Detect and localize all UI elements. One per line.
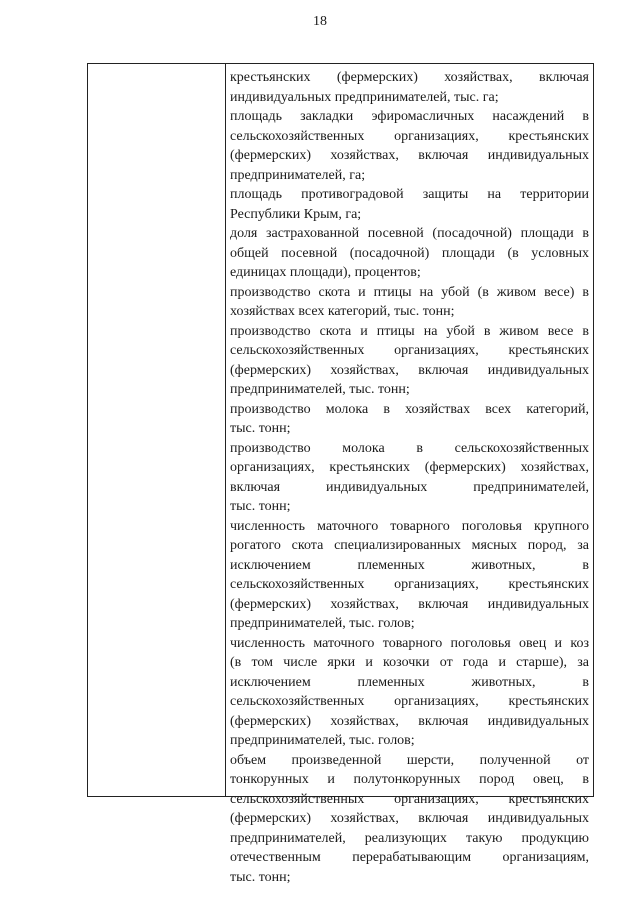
text-line: включая индивидуальных предпринимателей, (230, 479, 589, 495)
text-line: сельскохозяйственных организациях, крестьянских (230, 128, 589, 144)
text-line: численность маточного товарного поголовья овец и коз (230, 635, 589, 651)
text-line: Республики Крым, га; (230, 206, 362, 222)
column-divider (225, 64, 226, 796)
text-line: тыс. тонн; (230, 499, 291, 514)
text-line: сельскохозяйственных организациях, крестьянских (230, 577, 589, 592)
text-line: предпринимателей, тыс. голов; (230, 616, 415, 631)
text-line: площадь противоградовой защиты на территории (230, 187, 589, 202)
text-line: производство молока в сельскохозяйственных (230, 440, 589, 456)
text-line: тыс. тонн; (230, 869, 291, 885)
text-line: доля застрахованной посевной (посадочной) площади в (230, 226, 589, 241)
text-line: (фермерских) хозяйствах, включая индивидуальных (230, 713, 589, 729)
text-line: (фермерских) хозяйствах, включая индивидуальных (230, 148, 589, 163)
text-line: хозяйствах всех категорий, тыс. тонн; (230, 304, 455, 319)
text-line: рогатого скота специализированных мясных пород, за (230, 538, 589, 553)
text-line: тыс. тонн; (230, 421, 291, 436)
text-line: (фермерских) хозяйствах, включая индивидуальных (230, 362, 589, 378)
table-left-cell (88, 64, 225, 796)
text-line: (фермерских) хозяйствах, включая индивидуальных (230, 596, 589, 612)
text-line: производство скота и птицы на убой (в живом весе) в (230, 284, 589, 300)
text-line: сельскохозяйственных организациях, крестьянских (230, 791, 589, 807)
text-line: организациях, крестьянских (фермерских) хозяйствах, (230, 460, 589, 475)
text-line: исключением племенных животных, в (230, 557, 589, 573)
text-line: предпринимателей, га; (230, 167, 366, 183)
text-line: индивидуальных предпринимателей, тыс. га; (230, 89, 499, 105)
text-line: тонкорунных и полутонкорунных пород овец, в (230, 772, 589, 787)
text-line: общей посевной (посадочной) площади (в условных (230, 245, 589, 261)
text-line: (в том числе ярки и козочки от года и старше), за (230, 655, 589, 670)
page-number: 18 (313, 14, 327, 29)
text-line: единицах площади), процентов; (230, 265, 421, 280)
text-line: крестьянских (фермерских) хозяйствах, включая (230, 70, 589, 85)
table-right-cell (230, 68, 589, 887)
text-line: производство скота и птицы на убой в живом весе в (230, 323, 589, 339)
text-line: площадь закладки эфиромасличных насаждений в (230, 109, 589, 124)
text-line: предпринимателей, тыс. голов; (230, 733, 415, 748)
text-line: (фермерских) хозяйствах, включая индивидуальных (230, 811, 589, 826)
text-line: отечественным перерабатывающим организациям, (230, 850, 589, 865)
text-line: численность маточного товарного поголовья крупного (230, 518, 589, 534)
text-line: исключением племенных животных, в (230, 674, 589, 690)
text-line: сельскохозяйственных организациях, крестьянских (230, 343, 589, 358)
document-table (87, 63, 594, 885)
text-line: объем произведенной шерсти, полученной от (230, 752, 589, 768)
text-line: производство молока в хозяйствах всех категорий, (230, 401, 589, 417)
text-line: предпринимателей, тыс. тонн; (230, 382, 410, 397)
text-line: сельскохозяйственных организациях, крестьянских (230, 694, 589, 709)
text-line: предпринимателей, реализующих такую продукцию (230, 830, 589, 846)
